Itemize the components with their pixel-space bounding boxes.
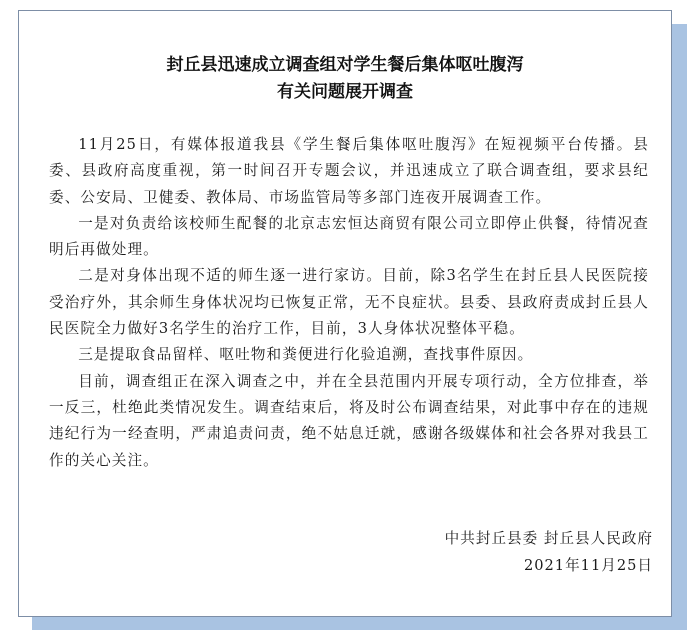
- signature-date: 2021年11月25日: [523, 557, 653, 574]
- signature-organizations: 中共封丘县委 封丘县人民政府: [444, 530, 653, 547]
- notice-title-line-2: 有关问题展开调查: [277, 82, 413, 102]
- notice-body: [49, 132, 649, 474]
- paragraph-measure-1: 一是对负责给该校师生配餐的北京志宏恒达商贸有限公司立即停止供餐，待情况查明后再做处理。: [49, 214, 649, 259]
- notice-title-line-1: 封丘县迅速成立调查组对学生餐后集体呕吐腹泻: [166, 55, 524, 75]
- paragraph-conclusion: 目前，调查组正在深入调查之中，并在全县范围内开展专项行动，全方位排查，举一反三，杜绝此类情况发生。调查结束后，将及时公布调查结果，对此事中存在的违规违纪行为一经查明，严肃追责问责，绝不姑息迁就，感谢各级媒体和社会各界对我县工作的关心关注。: [49, 372, 649, 469]
- paragraph-measure-3: 三是提取食品留样、呕吐物和粪便进行化验追溯，查找事件原因。: [78, 346, 534, 364]
- paragraph-measure-2: 二是对身体出现不适的师生逐一进行家访。目前，除3名学生在封丘县人民医院接受治疗外，其余师生身体状况均已恢复正常，无不良症状。县委、县政府责成封丘县人民医院全力做好3名学生的治疗工作，目前，3人身体状况整体平稳。: [49, 267, 649, 338]
- paragraph-intro: 11月25日，有媒体报道我县《学生餐后集体呕吐腹泻》在短视频平台传播。县委、县政府高度重视，第一时间召开专题会议，并迅速成立了联合调查组，要求县纪委、公安局、卫健委、教体局、市场监管局等多部门连夜开展调查工作。: [49, 136, 649, 206]
- notice-card: [18, 10, 672, 617]
